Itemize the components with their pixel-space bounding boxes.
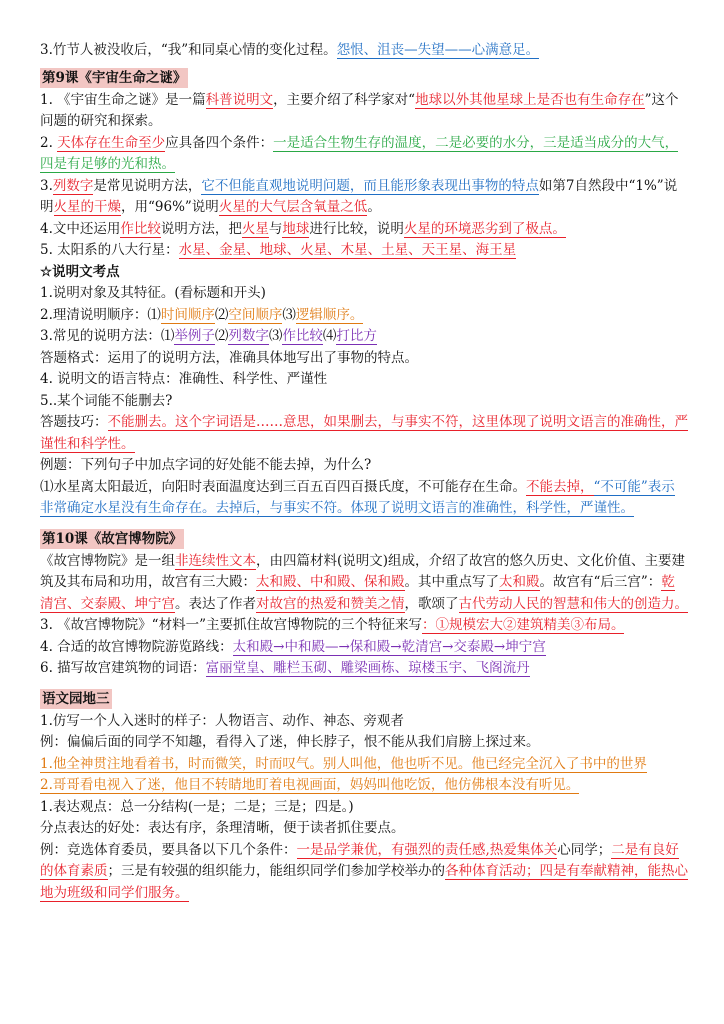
garden-title: 语文园地三 <box>42 690 110 707</box>
exam-p5: 4. 说明文的语言特点：准确性、科学性、严谨性 <box>40 371 328 387</box>
intro-text: 3.竹节人被没收后，“我”和同桌心情的变化过程。 <box>40 42 337 58</box>
highlight: 地球 <box>282 220 310 237</box>
highlight: 举例子 <box>174 328 215 344</box>
text: 应具备四个条件： <box>165 134 274 151</box>
study-notes-page <box>40 40 688 904</box>
highlight: 太和殿 <box>499 574 540 590</box>
highlight: 空间顺序 <box>228 306 283 323</box>
highlight: ：①规模宏大②建筑精美③布局。 <box>421 617 625 633</box>
highlight: 水星、金星、地球、火星、木星、土星、天王星、海王星 <box>178 242 517 258</box>
text: 。故宫有“后三宫”： <box>539 574 662 590</box>
highlight: 打比方 <box>336 328 377 344</box>
text: ，用“96%”说明 <box>121 199 219 215</box>
highlight: 1.他全神贯注地看着书，时而微笑，时而叹气。别人叫他，他也听不见。他已经完全沉入了书中的世界 <box>40 755 647 772</box>
highlight: 作比较 <box>282 328 323 344</box>
highlight: 富丽堂皇、雕栏玉砌、雕梁画栋、琼楼玉宇、飞阁流丹 <box>205 660 530 676</box>
highlight: 一是品学兼优，有强烈的责任感,热爱集体关 <box>296 841 558 858</box>
garden-l2: 例：偏偏后面的同学不知趣，看得入了迷，伸长脖子，恨不能从我们肩膀上探过来。 <box>40 734 540 750</box>
highlight: 太和殿、中和殿、保和殿 <box>256 574 405 590</box>
exam-p6: 5..某个词能不能删去? <box>40 392 173 409</box>
garden-l4 <box>40 775 688 797</box>
text: 。表达了作者 <box>175 595 256 612</box>
text: 说明方法，把 <box>160 220 242 237</box>
highlight: 2.哥哥看电视入了迷，他目不转睛地盯着电视画面，妈妈叫他吃饭，他仿佛根本没有听见。 <box>40 777 580 793</box>
lesson9-line4 <box>40 219 688 241</box>
highlight: 它不但能直观地说明问题，而且能形象表现出事物的特点 <box>201 177 539 194</box>
highlight: 列数字 <box>228 328 269 344</box>
lesson10-line3 <box>40 637 688 659</box>
exam-p4: 答题格式：运用了的说明方法，准确具体地写出了事物的特点。 <box>40 349 418 366</box>
highlight: 非连续性文本 <box>175 552 256 569</box>
text: 6. 描写故宫建筑物的词语： <box>40 660 206 676</box>
text: 例：竞选体育委员，要具备以下几个条件： <box>40 841 297 858</box>
exam-p1: 1.说明对象及其特征。(看标题和开头) <box>40 285 266 301</box>
exam-p8: 例题：下列句子中加点字词的好处能不能去掉，为什么? <box>40 457 372 473</box>
lesson9-line1 <box>40 90 688 133</box>
highlight: 太和殿→中和殿—→保和殿→乾清宫→交泰殿→坤宁宫 <box>232 638 546 655</box>
intro-answer: 怨恨、沮丧—失望——心满意足。 <box>336 42 540 58</box>
text: ，由四篇材料(说明文)组成，介绍了故宫的悠久历史、文化价值、主要建筑及其布局和功用，故宫有三大殿： <box>40 552 686 590</box>
garden-l6: 分点表达的好处：表达有序，条理清晰，便于读者抓住要点。 <box>40 820 405 836</box>
exam-p9 <box>40 477 688 520</box>
text: 3.常见的说明方法：⑴ <box>40 328 175 344</box>
exam-p2 <box>40 305 688 327</box>
garden-l5: 1.表达观点：总一分结构(一是；二是；三是；四是。) <box>40 798 354 815</box>
text: 3. 《故宫博物院》“材料一”主要抓住故宫博物院的三个特征来写 <box>40 617 422 633</box>
text: 。 <box>367 199 381 215</box>
exam-heading <box>40 262 688 284</box>
text: 进行比较，说明 <box>309 220 404 237</box>
exam-p3 <box>40 326 688 348</box>
lesson10-line2 <box>40 615 688 637</box>
lesson9-line2 <box>40 133 688 176</box>
highlight: 天体存在生命至少 <box>57 134 166 151</box>
highlight: 火星的大气层含氧量之低 <box>218 199 368 215</box>
highlight: 二是有良好的体育素质 <box>40 841 679 879</box>
highlight: 火星 <box>241 220 269 237</box>
text: 《故宫博物院》是一组 <box>40 552 175 569</box>
text: 2. <box>40 134 58 151</box>
lesson10-line4 <box>40 658 688 680</box>
text: 。其中重点写了 <box>404 574 499 590</box>
exam-p7 <box>40 412 688 455</box>
text: ，歌颂了 <box>404 595 459 612</box>
text: 与 <box>268 220 283 237</box>
highlight: 列数字 <box>52 177 94 194</box>
highlight: 不能去掉， <box>526 478 594 495</box>
highlight: 不能删去。这个字词语是……意思，如果删去，与事实不符，这里体现了说明文语言的准确性，严谨性和科学性。 <box>40 414 688 452</box>
text: 是常见说明方法， <box>93 177 202 194</box>
text: 1. 《宇宙生命之谜》是一篇 <box>40 91 206 108</box>
text: ⑷ <box>322 328 337 344</box>
text: ，主要介绍了科学家对“ <box>273 91 416 108</box>
highlight: 地球以外其他星球上是否也有生命存在 <box>415 91 645 108</box>
text: 心同学； <box>557 841 612 858</box>
text: 答题技巧： <box>40 414 108 430</box>
text: 5. 太阳系的八大行星： <box>40 242 179 258</box>
garden-l1: 1.仿写一个人入迷时的样子：人物语言、动作、神态、旁观者 <box>40 712 404 729</box>
lesson10-line1 <box>40 551 688 616</box>
text: ⑶ <box>268 328 283 344</box>
text: 3. <box>40 177 53 194</box>
lesson9-line3 <box>40 176 688 219</box>
text: ；三是有较强的组织能力，能组织同学们参加学校举办的 <box>107 863 445 879</box>
garden-l7 <box>40 840 688 905</box>
highlight: 时间顺序 <box>160 306 215 323</box>
highlight: 一是适合生物生存的温度，二是必要的水分，三是适当成分的大气，四是有足够的光和热。 <box>40 134 679 172</box>
text: 4.文中还运用 <box>40 220 121 237</box>
highlight: 火星的环境恶劣到了极点。 <box>403 220 566 237</box>
highlight: 对故宫的热爱和赞美之情 <box>256 595 405 612</box>
text: ⑶ <box>282 306 296 323</box>
text: 4. 合适的故宫博物院游览路线： <box>40 638 233 655</box>
garden-l3 <box>40 754 688 776</box>
text: ⑵ <box>214 328 229 344</box>
intro-line <box>40 40 688 62</box>
highlight: 逻辑顺序。 <box>295 306 364 323</box>
text: 2.理清说明顺序：⑴ <box>40 306 161 323</box>
highlight: 乾清宫、交泰殿、坤宁宫 <box>40 574 675 612</box>
text: ”这个问题的研究和探索。 <box>40 91 679 129</box>
text: ⑵ <box>214 306 229 323</box>
heading-text: 说明文考点 <box>52 263 120 280</box>
star-icon: ☆ <box>40 263 53 280</box>
lesson9-line5 <box>40 240 688 262</box>
lesson9-title: 第9课《宇宙生命之谜》 <box>42 69 187 86</box>
highlight: 火星的干燥 <box>53 199 121 215</box>
text: 如第7自然段中“1%”说明 <box>40 177 678 215</box>
highlight: 古代劳动人民的智慧和伟大的创造力。 <box>458 595 688 612</box>
highlight: 科普说明文 <box>205 91 274 108</box>
lesson10-title: 第10课《故宫博物院》 <box>42 530 183 547</box>
highlight: 各种体育活动；四是有奉献精神，能热心地为班级和同学们服务。 <box>40 863 688 901</box>
text: ⑴水星离太阳最近，向阳时表面温度达到三百五百四百摄氏度，不可能存在生命。 <box>40 478 526 495</box>
highlight: 作比较 <box>120 220 161 237</box>
highlight: “不可能”表示非常确定水星没有生命存在。去掉后，与事实不符。体现了说明文语言的准确性，科学性，严谨性。 <box>40 478 675 516</box>
